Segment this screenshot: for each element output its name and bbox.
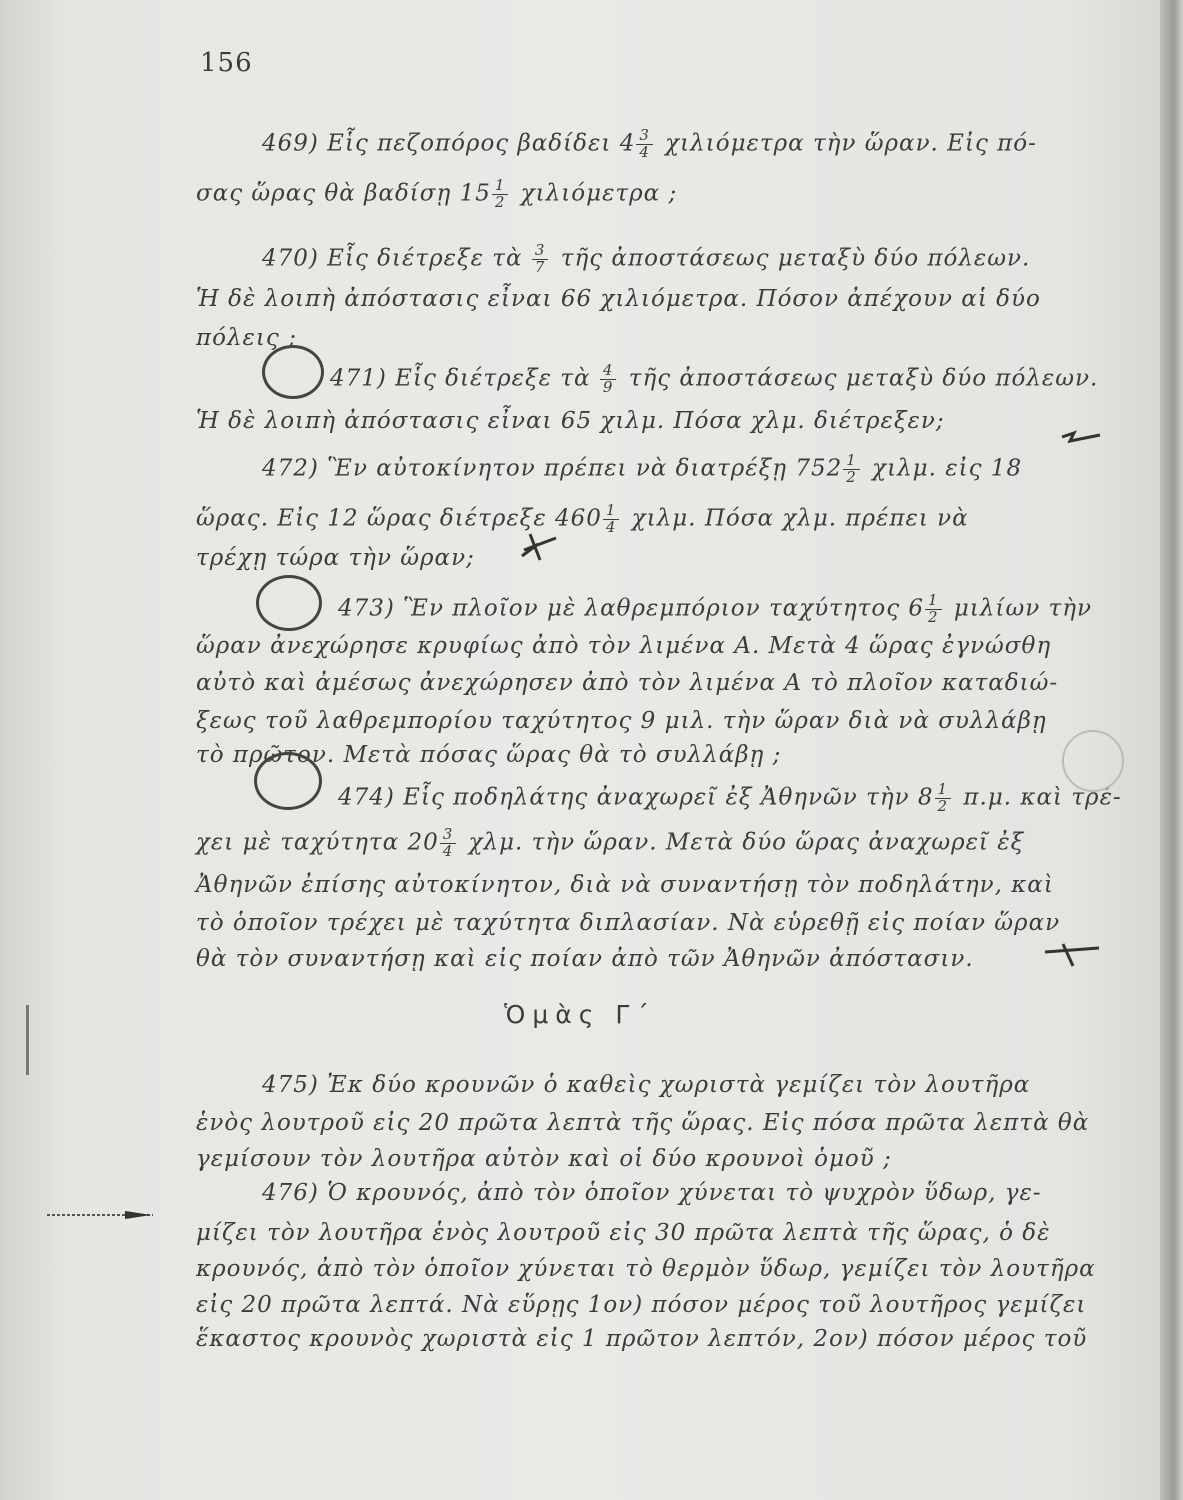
line-text: τῆς ἀποστάσεως μεταξὺ δύο πόλεων. [552,245,1031,272]
text-line [196,178,677,211]
text-line [196,633,1051,659]
text-line [338,782,1122,815]
text-line [196,545,475,571]
line-text: τρέχῃ τώρα τὴν ὥραν; [196,545,475,571]
line-text: χιλιόμετρα ; [512,180,678,207]
line-text: ξεως τοῦ λαθρεμπορίου ταχύτητος 9 μιλ. τὴν ὥραν διὰ νὰ συλλάβῃ [196,708,1047,734]
line-text: χλμ. τὴν ὥραν. Μετὰ δύο ὥρας ἀναχωρεῖ ἐξ [460,829,1025,856]
line-text: Ἡ δὲ λοιπὴ ἀπόστασις εἶναι 66 χιλιόμετρα. Πόσον ἀπέχουν αἱ δύο [196,286,1041,312]
line-text: πόλεις ; [196,325,297,351]
line-text: 473) Ἓν πλοῖον μὲ λαθρεμπόριον ταχύτητος 6 [338,595,925,622]
line-text: 476) Ὁ κρουνός, ἀπὸ τὸν ὁποῖον χύνεται τὸ ψυχρὸν ὕδωρ, γε- [262,1180,1042,1206]
line-text: τὸ ὁποῖον τρέχει μὲ ταχύτητα διπλασίαν. Νὰ εὑρεθῇ εἰς ποίαν ὥραν [196,910,1061,936]
line-text: χιλμ. εἰς 18 [863,455,1023,482]
text-line [196,910,1060,936]
line-text: τῆς ἀποστάσεως μεταξὺ δύο πόλεων. [620,365,1099,392]
text-line [196,1146,892,1172]
line-text: 472) Ἓν αὐτοκίνητον πρέπει νὰ διατρέξῃ 752 [262,455,843,482]
fraction [636,128,653,161]
text-line [262,243,1030,276]
text-line [196,827,1024,860]
fraction-numerator: 1 [843,453,860,470]
text-line [338,593,1092,626]
line-text: Ἀθηνῶν ἐπίσης αὐτοκίνητον, διὰ νὰ συναντήσῃ τὸν ποδηλάτην, καὶ [196,872,1054,898]
text-line [196,1326,1087,1352]
pencil-circle-473 [256,575,322,631]
fraction-numerator: 3 [440,827,457,844]
text-line [196,946,974,972]
page-edge [1160,0,1183,1500]
fraction [600,363,617,396]
text-line [196,1256,1096,1282]
text-line [262,1072,1030,1098]
line-text: γεμίσουν τὸν λουτῆρα αὐτὸν καὶ οἱ δύο κρουνοὶ ὁμοῦ ; [196,1146,892,1172]
text-line [262,128,1037,161]
line-text: χει μὲ ταχύτητα 20 [196,829,439,856]
margin-line [26,1005,29,1075]
line-text: θὰ τὸν συναντήσῃ καὶ εἰς ποίαν ἀπὸ τῶν Ἀθηνῶν ἀπόστασιν. [196,946,974,972]
line-text: ὥραν ἀνεχώρησε κρυφίως ἀπὸ τὸν λιμένα Α. Μετὰ 4 ὥρας ἐγνώσθη [196,633,1052,659]
line-text: ἑνὸς λουτροῦ εἰς 20 πρῶτα λεπτὰ τῆς ὥρας. Εἰς πόσα πρῶτα λεπτὰ θὰ [196,1110,1090,1136]
line-text: κρουνός, ἀπὸ τὸν ὁποῖον χύνεται τὸ θερμὸν ὕδωρ, γεμίζει τὸν λουτῆρα [196,1256,1096,1282]
line-text: π.μ. καὶ τρέ- [955,784,1122,811]
fraction-numerator: 3 [532,243,549,260]
fraction [440,827,457,860]
line-text: ὥρας. Εἰς 12 ὥρας διέτρεξε 460 [196,505,602,532]
fraction-denominator: 2 [928,607,939,626]
fraction [492,178,509,211]
fraction [843,453,860,486]
text-line [330,363,1098,396]
fraction [925,593,942,626]
fraction-numerator: 4 [600,363,617,380]
line-text: σας ὥρας θὰ βαδίσῃ 15 [196,180,491,207]
line-text: 471) Εἷς διέτρεξε τὰ [330,365,599,392]
line-text: χιλμ. Πόσα χλμ. πρέπει νὰ [623,505,969,532]
fraction-numerator: 1 [935,782,952,799]
fraction-denominator: 9 [602,377,614,396]
page-number: 156 [200,48,253,78]
line-text: ἕκαστος κρουνὸς χωριστὰ εἰς 1 πρῶτον λεπτόν, 2ον) πόσον μέρος τοῦ [196,1326,1088,1352]
fraction [603,503,620,536]
text-line [196,1110,1089,1136]
pencil-circle-474 [254,752,322,810]
line-text: εἰς 20 πρῶτα λεπτά. Νὰ εὕρῃς 1ον) πόσον μέρος τοῦ λουτῆρος γεμίζει [196,1292,1087,1318]
fraction-denominator: 2 [494,192,506,211]
line-text: τὸ πρῶτον. Μετὰ πόσας ὥρας θὰ τὸ συλλάβῃ ; [196,742,782,768]
line-text: χιλιόμετρα τὴν ὥραν. Εἰς πό- [656,130,1037,157]
line-text: 474) Εἷς ποδηλάτης ἀναχωρεῖ ἐξ Ἀθηνῶν τὴν 8 [338,784,934,811]
line-text: 475) Ἐκ δύο κρουνῶν ὁ καθεὶς χωριστὰ γεμίζει τὸν λουτῆρα [262,1072,1031,1098]
fraction-numerator: 1 [925,593,942,610]
text-line [196,708,1047,734]
text-line [196,408,945,434]
line-text: αὐτὸ καὶ ἀμέσως ἀνεχώρησεν ἀπὸ τὸν λιμένα Α τὸ πλοῖον καταδιώ- [196,670,1059,696]
check-mark-icon [520,530,560,565]
fraction-denominator: 2 [937,796,949,815]
text-line [196,1220,1050,1246]
text-line [262,453,1022,486]
fraction-denominator: 4 [442,841,454,860]
line-text: μιλίων τὴν [945,595,1092,622]
fraction [935,782,952,815]
line-text: μίζει τὸν λουτῆρα ἑνὸς λουτροῦ εἰς 30 πρῶτα λεπτὰ τῆς ὥρας, ὁ δὲ [196,1220,1051,1246]
text-line [196,872,1054,898]
line-text: 469) Εἷς πεζοπόρος βαδίδει 4 [262,130,636,157]
check-mark-icon [1043,938,1103,973]
fraction-numerator: 3 [636,128,653,145]
pencil-circle-faint [1062,730,1124,792]
section-title: Ὁμὰς Γ΄ [504,1000,656,1029]
fraction-numerator: 1 [603,503,620,520]
check-mark-icon [1060,425,1105,445]
fraction-denominator: 4 [639,142,650,161]
line-text: 470) Εἷς διέτρεξε τὰ [262,245,531,272]
line-text: Ἡ δὲ λοιπὴ ἀπόστασις εἶναι 65 χιλμ. Πόσα χλμ. διέτρεξεν; [196,408,945,434]
fraction [532,243,549,276]
text-line [196,503,969,536]
pencil-circle-471 [262,345,324,399]
text-line [196,286,1041,312]
fraction-denominator: 7 [534,257,546,276]
arrow-mark-icon [45,1205,155,1225]
text-line [196,670,1058,696]
text-line [196,1292,1086,1318]
fraction-numerator: 1 [492,178,509,195]
fraction-denominator: 2 [846,467,857,486]
fraction-denominator: 4 [605,517,617,536]
text-line [262,1180,1042,1206]
